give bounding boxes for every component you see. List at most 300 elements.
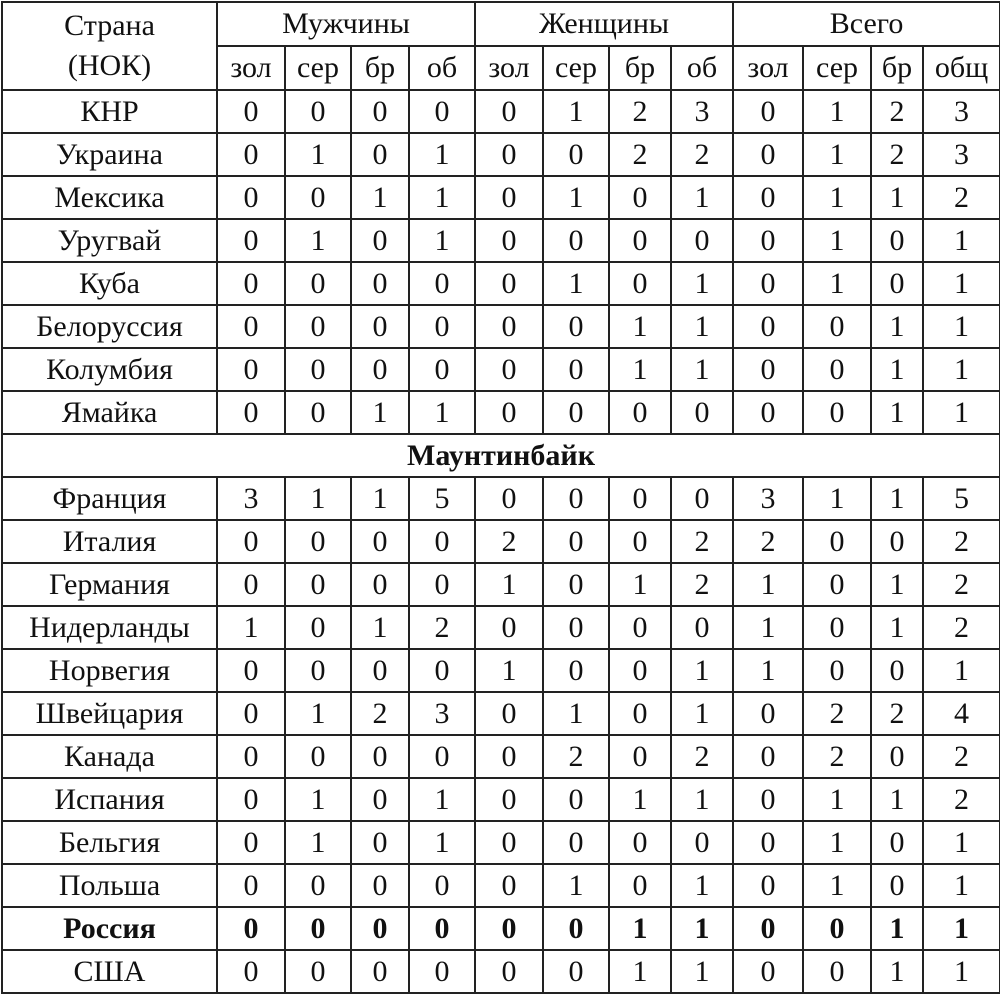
country-header-line2: (НОК) <box>67 49 152 82</box>
medal-count-cell: 1 <box>671 176 733 219</box>
medal-count-cell: 1 <box>285 778 351 821</box>
medal-count-cell: 2 <box>803 735 871 778</box>
medal-count-cell: 0 <box>543 348 609 391</box>
medal-count-cell: 0 <box>609 864 671 907</box>
medal-count-cell: 0 <box>409 90 475 133</box>
table-row <box>2 606 1000 649</box>
medal-count-cell: 1 <box>923 348 1000 391</box>
medal-count-cell: 0 <box>409 262 475 305</box>
medal-count-cell: 1 <box>871 305 923 348</box>
medal-count-cell: 1 <box>871 477 923 520</box>
subheader-total-sum: общ <box>923 46 1000 90</box>
medal-count-cell: 1 <box>351 477 409 520</box>
medal-count-cell: 0 <box>609 735 671 778</box>
medal-count-cell: 0 <box>285 305 351 348</box>
medal-count-cell: 0 <box>609 606 671 649</box>
medal-count-cell: 2 <box>733 520 803 563</box>
medal-count-cell: 1 <box>803 176 871 219</box>
medal-count-cell: 1 <box>671 348 733 391</box>
medal-count-cell: 1 <box>923 950 1000 993</box>
medal-count-cell: 0 <box>409 864 475 907</box>
medal-count-cell: 0 <box>475 133 543 176</box>
country-cell: Бельгия <box>2 821 217 864</box>
subheader-men-bronze: бр <box>351 46 409 90</box>
medal-count-cell: 1 <box>609 348 671 391</box>
medal-count-cell: 0 <box>733 348 803 391</box>
table-row <box>2 907 1000 950</box>
medal-count-cell: 0 <box>285 649 351 692</box>
medal-count-cell: 0 <box>543 563 609 606</box>
country-cell: Колумбия <box>2 348 217 391</box>
medal-count-cell: 0 <box>475 219 543 262</box>
country-cell: Норвегия <box>2 649 217 692</box>
medal-count-cell: 1 <box>803 778 871 821</box>
medal-count-cell: 1 <box>351 391 409 434</box>
medal-count-cell: 0 <box>543 649 609 692</box>
medal-count-cell: 1 <box>671 864 733 907</box>
subheader-total-bronze: бр <box>871 46 923 90</box>
table-row <box>2 477 1000 520</box>
medal-count-cell: 1 <box>671 649 733 692</box>
medal-count-cell: 5 <box>409 477 475 520</box>
medal-count-cell: 1 <box>733 606 803 649</box>
table-row <box>2 90 1000 133</box>
medal-count-cell: 0 <box>351 864 409 907</box>
medal-count-cell: 1 <box>803 477 871 520</box>
table-row <box>2 692 1000 735</box>
medal-count-cell: 0 <box>409 735 475 778</box>
medal-count-cell: 0 <box>871 262 923 305</box>
medal-count-cell: 0 <box>733 735 803 778</box>
medal-count-cell: 1 <box>923 649 1000 692</box>
medal-count-cell: 0 <box>409 348 475 391</box>
medal-count-cell: 2 <box>923 778 1000 821</box>
medal-count-cell: 0 <box>217 348 285 391</box>
medal-count-cell: 2 <box>803 692 871 735</box>
medal-count-cell: 1 <box>871 778 923 821</box>
medal-count-cell: 3 <box>217 477 285 520</box>
medal-count-cell: 1 <box>923 262 1000 305</box>
medal-count-cell: 0 <box>733 864 803 907</box>
medal-count-cell: 0 <box>351 950 409 993</box>
medal-count-cell: 3 <box>733 477 803 520</box>
medal-count-cell: 0 <box>217 563 285 606</box>
table-body <box>2 90 1000 993</box>
medal-count-cell: 5 <box>923 477 1000 520</box>
medal-count-cell: 0 <box>475 391 543 434</box>
table-row <box>2 262 1000 305</box>
medal-count-cell: 3 <box>923 133 1000 176</box>
medal-count-cell: 1 <box>217 606 285 649</box>
medal-count-cell: 1 <box>923 219 1000 262</box>
medal-count-cell: 0 <box>351 563 409 606</box>
medal-count-cell: 0 <box>543 305 609 348</box>
medal-count-cell: 1 <box>351 606 409 649</box>
medal-count-cell: 1 <box>543 262 609 305</box>
medal-count-cell: 0 <box>733 219 803 262</box>
medal-count-cell: 1 <box>543 90 609 133</box>
group-header-total: Всего <box>733 2 1000 46</box>
medal-count-cell: 0 <box>285 864 351 907</box>
medal-count-cell: 0 <box>217 778 285 821</box>
country-cell: Мексика <box>2 176 217 219</box>
medal-count-cell: 0 <box>475 735 543 778</box>
medal-count-cell: 0 <box>217 305 285 348</box>
medal-count-cell: 0 <box>733 821 803 864</box>
medal-count-cell: 1 <box>803 219 871 262</box>
medal-count-cell: 0 <box>543 950 609 993</box>
medal-count-cell: 2 <box>923 735 1000 778</box>
medal-count-cell: 0 <box>475 176 543 219</box>
country-cell: Ямайка <box>2 391 217 434</box>
medal-count-cell: 1 <box>409 391 475 434</box>
table-row <box>2 563 1000 606</box>
medal-count-cell: 0 <box>409 649 475 692</box>
medal-count-cell: 0 <box>351 649 409 692</box>
medal-count-cell: 1 <box>285 821 351 864</box>
medal-count-cell: 1 <box>733 649 803 692</box>
medal-count-cell: 0 <box>285 606 351 649</box>
medal-count-cell: 0 <box>285 907 351 950</box>
medal-count-cell: 0 <box>733 133 803 176</box>
medal-count-cell: 1 <box>409 821 475 864</box>
medal-count-cell: 0 <box>803 520 871 563</box>
medal-count-cell: 0 <box>733 907 803 950</box>
medal-count-cell: 0 <box>543 520 609 563</box>
medal-count-cell: 1 <box>871 176 923 219</box>
medal-count-cell: 0 <box>351 348 409 391</box>
medal-count-cell: 1 <box>671 950 733 993</box>
table-row <box>2 391 1000 434</box>
country-cell: КНР <box>2 90 217 133</box>
medal-count-cell: 0 <box>871 649 923 692</box>
medal-count-cell: 0 <box>217 649 285 692</box>
medal-count-cell: 0 <box>351 520 409 563</box>
medal-count-cell: 0 <box>733 391 803 434</box>
table-row <box>2 649 1000 692</box>
medal-count-cell: 0 <box>543 821 609 864</box>
subheader-women-gold: зол <box>475 46 543 90</box>
medal-count-cell: 0 <box>351 907 409 950</box>
medal-count-cell: 1 <box>285 477 351 520</box>
medal-count-cell: 0 <box>543 907 609 950</box>
medal-count-cell: 1 <box>671 692 733 735</box>
medal-count-cell: 0 <box>351 219 409 262</box>
medal-count-cell: 1 <box>543 864 609 907</box>
medal-count-cell: 0 <box>351 90 409 133</box>
medal-count-cell: 1 <box>543 176 609 219</box>
medal-count-cell: 1 <box>609 305 671 348</box>
medal-count-cell: 0 <box>217 90 285 133</box>
medal-count-cell: 0 <box>871 520 923 563</box>
medal-count-cell: 0 <box>285 563 351 606</box>
table-row <box>2 520 1000 563</box>
medal-count-cell: 1 <box>285 133 351 176</box>
medal-count-cell: 0 <box>475 348 543 391</box>
medal-count-cell: 2 <box>609 133 671 176</box>
table-row <box>2 864 1000 907</box>
medal-count-cell: 0 <box>543 391 609 434</box>
medal-count-cell: 0 <box>285 520 351 563</box>
medal-count-cell: 0 <box>671 821 733 864</box>
medal-count-cell: 2 <box>871 133 923 176</box>
subheader-women-silver: сер <box>543 46 609 90</box>
country-cell: Испания <box>2 778 217 821</box>
country-cell: Куба <box>2 262 217 305</box>
medal-count-cell: 0 <box>803 348 871 391</box>
medal-count-cell: 0 <box>543 778 609 821</box>
medal-count-cell: 0 <box>671 391 733 434</box>
medal-count-cell: 2 <box>923 606 1000 649</box>
table-row <box>2 735 1000 778</box>
medal-count-cell: 1 <box>733 563 803 606</box>
medal-count-cell: 1 <box>609 950 671 993</box>
medal-count-cell: 0 <box>217 133 285 176</box>
medal-count-cell: 0 <box>217 262 285 305</box>
medal-count-cell: 0 <box>285 262 351 305</box>
medal-count-cell: 0 <box>409 520 475 563</box>
medal-count-cell: 2 <box>475 520 543 563</box>
subheader-total-silver: сер <box>803 46 871 90</box>
medal-count-cell: 0 <box>803 649 871 692</box>
medal-count-cell: 1 <box>923 305 1000 348</box>
table-row <box>2 219 1000 262</box>
country-cell: Германия <box>2 563 217 606</box>
medal-count-cell: 0 <box>671 477 733 520</box>
medal-count-cell: 2 <box>351 692 409 735</box>
country-cell: Швейцария <box>2 692 217 735</box>
medal-count-cell: 0 <box>475 606 543 649</box>
medal-count-cell: 0 <box>671 219 733 262</box>
medal-count-cell: 1 <box>351 176 409 219</box>
medal-count-cell: 0 <box>543 606 609 649</box>
medal-count-cell: 0 <box>609 692 671 735</box>
medal-count-cell: 3 <box>671 90 733 133</box>
medal-table <box>1 1 1000 994</box>
medal-count-cell: 0 <box>351 778 409 821</box>
medal-count-cell: 2 <box>923 520 1000 563</box>
medal-count-cell: 0 <box>217 219 285 262</box>
medal-count-cell: 0 <box>351 262 409 305</box>
subheader-men-sum: об <box>409 46 475 90</box>
medal-count-cell: 2 <box>923 563 1000 606</box>
country-cell: Франция <box>2 477 217 520</box>
country-cell: Уругвай <box>2 219 217 262</box>
medal-count-cell: 1 <box>609 778 671 821</box>
medal-count-cell: 0 <box>217 391 285 434</box>
medal-count-cell: 2 <box>671 520 733 563</box>
medal-count-cell: 0 <box>733 305 803 348</box>
medal-count-cell: 1 <box>923 391 1000 434</box>
medal-count-cell: 0 <box>475 692 543 735</box>
table-row <box>2 305 1000 348</box>
medal-count-cell: 2 <box>671 563 733 606</box>
medal-count-cell: 2 <box>671 133 733 176</box>
medal-count-cell: 0 <box>609 520 671 563</box>
medal-count-cell: 1 <box>409 219 475 262</box>
medal-count-cell: 0 <box>609 821 671 864</box>
medal-count-cell: 0 <box>409 950 475 993</box>
medal-count-cell: 0 <box>609 262 671 305</box>
medal-count-cell: 0 <box>475 90 543 133</box>
medal-count-cell: 1 <box>409 176 475 219</box>
table-row <box>2 778 1000 821</box>
medal-count-cell: 1 <box>871 950 923 993</box>
country-cell: Нидерланды <box>2 606 217 649</box>
medal-count-cell: 0 <box>803 563 871 606</box>
medal-count-cell: 1 <box>671 907 733 950</box>
subheader-women-sum: об <box>671 46 733 90</box>
medal-count-cell: 3 <box>923 90 1000 133</box>
medal-count-cell: 0 <box>475 305 543 348</box>
header-row-groups <box>2 2 1000 46</box>
country-cell: Украина <box>2 133 217 176</box>
medal-count-cell: 0 <box>217 176 285 219</box>
medal-count-cell: 3 <box>409 692 475 735</box>
medal-count-cell: 0 <box>217 735 285 778</box>
medal-count-cell: 0 <box>351 735 409 778</box>
medal-count-cell: 0 <box>609 219 671 262</box>
medal-count-cell: 1 <box>671 305 733 348</box>
medal-count-cell: 0 <box>543 133 609 176</box>
medal-count-cell: 0 <box>543 477 609 520</box>
medal-count-cell: 2 <box>409 606 475 649</box>
medal-count-cell: 0 <box>733 262 803 305</box>
medal-count-cell: 0 <box>475 262 543 305</box>
medal-count-cell: 0 <box>351 305 409 348</box>
medal-count-cell: 0 <box>351 133 409 176</box>
medal-count-cell: 0 <box>609 176 671 219</box>
medal-count-cell: 1 <box>803 864 871 907</box>
medal-count-cell: 0 <box>285 950 351 993</box>
medal-count-cell: 0 <box>803 907 871 950</box>
subheader-women-bronze: бр <box>609 46 671 90</box>
country-cell: Канада <box>2 735 217 778</box>
medal-count-cell: 1 <box>543 692 609 735</box>
medal-count-cell: 1 <box>871 391 923 434</box>
medal-count-cell: 2 <box>543 735 609 778</box>
medal-count-cell: 1 <box>475 649 543 692</box>
country-cell: Россия <box>2 907 217 950</box>
medal-count-cell: 0 <box>351 821 409 864</box>
medal-count-cell: 1 <box>671 262 733 305</box>
table-row <box>2 348 1000 391</box>
medal-count-cell: 0 <box>285 176 351 219</box>
medal-count-cell: 0 <box>733 176 803 219</box>
medal-count-cell: 1 <box>609 563 671 606</box>
medal-count-cell: 0 <box>803 391 871 434</box>
medal-count-cell: 0 <box>475 778 543 821</box>
medal-count-cell: 2 <box>671 735 733 778</box>
medal-count-cell: 0 <box>409 305 475 348</box>
medal-count-cell: 1 <box>871 348 923 391</box>
medal-count-cell: 2 <box>609 90 671 133</box>
subheader-men-silver: сер <box>285 46 351 90</box>
medal-count-cell: 1 <box>285 219 351 262</box>
medal-count-cell: 0 <box>733 692 803 735</box>
medal-count-cell: 0 <box>803 950 871 993</box>
medal-count-cell: 0 <box>285 391 351 434</box>
medal-count-cell: 1 <box>923 821 1000 864</box>
medal-count-cell: 0 <box>285 348 351 391</box>
medal-count-cell: 0 <box>285 90 351 133</box>
medal-count-cell: 0 <box>609 477 671 520</box>
medal-count-cell: 4 <box>923 692 1000 735</box>
medal-count-cell: 1 <box>475 563 543 606</box>
country-header-line1: Страна <box>64 9 155 42</box>
medal-count-cell: 2 <box>871 692 923 735</box>
medal-count-cell: 0 <box>543 219 609 262</box>
medal-count-cell: 1 <box>803 821 871 864</box>
country-cell: Италия <box>2 520 217 563</box>
medal-count-cell: 0 <box>409 563 475 606</box>
medal-count-cell: 2 <box>923 176 1000 219</box>
medal-count-cell: 0 <box>285 735 351 778</box>
medal-count-cell: 0 <box>217 520 285 563</box>
medal-count-cell: 1 <box>803 133 871 176</box>
medal-count-cell: 0 <box>475 907 543 950</box>
section-row <box>2 434 1000 477</box>
medal-count-cell: 0 <box>609 649 671 692</box>
medal-count-cell: 0 <box>217 907 285 950</box>
table-row <box>2 133 1000 176</box>
medal-count-cell: 0 <box>475 821 543 864</box>
group-header-women: Женщины <box>475 2 733 46</box>
country-column-header <box>2 2 217 90</box>
subheader-total-gold: зол <box>733 46 803 90</box>
subheader-men-gold: зол <box>217 46 285 90</box>
medal-count-cell: 1 <box>409 778 475 821</box>
medal-count-cell: 0 <box>217 864 285 907</box>
medal-count-cell: 0 <box>733 950 803 993</box>
medal-count-cell: 0 <box>803 606 871 649</box>
medal-count-cell: 0 <box>871 821 923 864</box>
medal-count-cell: 1 <box>871 606 923 649</box>
medal-count-cell: 1 <box>409 133 475 176</box>
country-cell: США <box>2 950 217 993</box>
medal-count-cell: 1 <box>871 907 923 950</box>
medal-count-cell: 0 <box>871 864 923 907</box>
table-row <box>2 176 1000 219</box>
medal-count-cell: 1 <box>871 563 923 606</box>
medal-count-cell: 0 <box>733 778 803 821</box>
medal-count-cell: 0 <box>475 950 543 993</box>
medal-count-cell: 1 <box>803 262 871 305</box>
medal-count-cell: 0 <box>871 219 923 262</box>
medal-count-cell: 1 <box>609 907 671 950</box>
medal-count-cell: 2 <box>871 90 923 133</box>
medal-count-cell: 1 <box>285 692 351 735</box>
section-title: Маунтинбайк <box>2 434 1000 477</box>
medal-count-cell: 0 <box>217 821 285 864</box>
medal-count-cell: 0 <box>475 864 543 907</box>
medal-count-cell: 0 <box>475 477 543 520</box>
medal-count-cell: 0 <box>217 950 285 993</box>
table-row <box>2 821 1000 864</box>
medal-count-cell: 0 <box>871 735 923 778</box>
medal-count-cell: 0 <box>803 305 871 348</box>
medal-count-cell: 0 <box>671 606 733 649</box>
medal-count-cell: 1 <box>923 864 1000 907</box>
group-header-men: Мужчины <box>217 2 475 46</box>
medal-count-cell: 1 <box>803 90 871 133</box>
medal-count-cell: 0 <box>733 90 803 133</box>
medal-count-cell: 1 <box>923 907 1000 950</box>
medal-count-cell: 0 <box>609 391 671 434</box>
country-cell: Польша <box>2 864 217 907</box>
table-row <box>2 950 1000 993</box>
country-cell: Белоруссия <box>2 305 217 348</box>
